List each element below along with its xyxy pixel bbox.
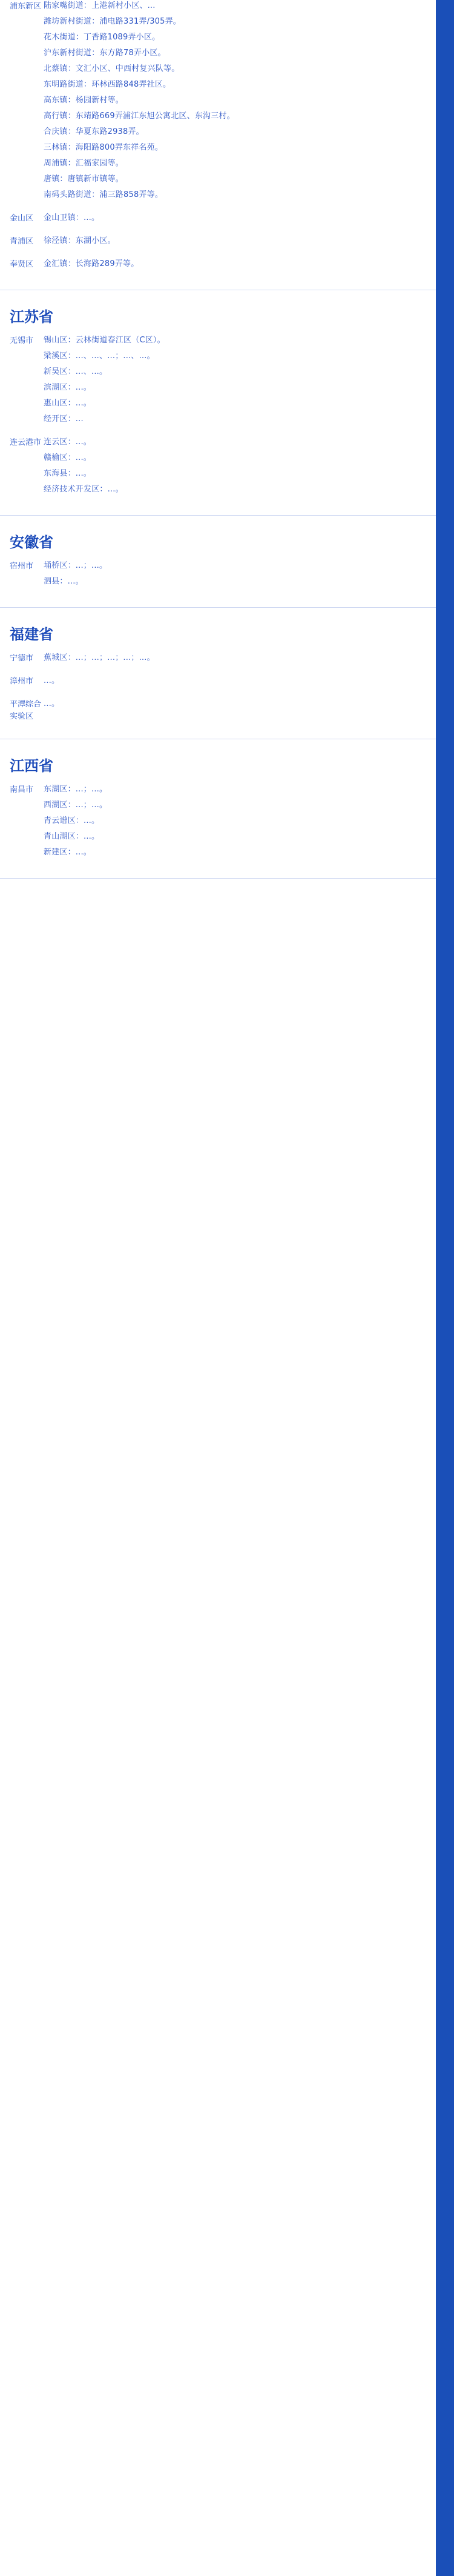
district-item: 惠山区：...。 xyxy=(44,399,91,408)
district-list xyxy=(44,258,424,274)
district-item: 锡山区：云林街道春江区（C区）。 xyxy=(44,336,165,345)
section-jiangsu xyxy=(0,290,436,516)
district-item: 青云谱区：...。 xyxy=(44,816,100,825)
district-item: 青山湖区：...。 xyxy=(44,832,100,841)
district-item: 东海县：...。 xyxy=(44,469,91,478)
district-item: 南码头路街道：浦三路858弄等。 xyxy=(44,190,163,199)
province-heading: 安徽省 xyxy=(10,534,53,551)
city-block xyxy=(10,258,424,274)
district-item: ...。 xyxy=(44,699,60,708)
district-item: 经济技术开发区：...。 xyxy=(44,485,123,494)
district-list xyxy=(44,652,424,668)
district-item: 西湖区：...；...。 xyxy=(44,800,108,810)
district-list xyxy=(44,0,424,205)
district-item: 东湖区：...；...。 xyxy=(44,785,108,794)
district-item: 徐泾镇：东湖小区。 xyxy=(44,236,116,245)
district-list xyxy=(44,436,424,499)
city-block xyxy=(10,212,424,228)
city-name: 南昌市 xyxy=(10,785,34,794)
district-item: 合庆镇：华夏东路2938弄。 xyxy=(44,127,144,136)
city-name: 青浦区 xyxy=(10,237,34,246)
section-jiangxi xyxy=(0,739,436,879)
city-block xyxy=(10,698,424,723)
province-heading: 江西省 xyxy=(10,757,53,774)
city-block xyxy=(10,436,424,499)
city-name: 连云港市 xyxy=(10,438,42,447)
district-item: 沪东新村街道：东方路78弄小区。 xyxy=(44,48,166,58)
section-fujian xyxy=(0,608,436,739)
district-item: 东明路街道：环林西路848弄社区。 xyxy=(44,80,171,89)
city-name: 奉贤区 xyxy=(10,260,34,269)
district-item: 三林镇：海阳路800弄东祥名苑。 xyxy=(44,143,163,152)
district-list xyxy=(44,560,424,591)
district-item: 新建区：...。 xyxy=(44,848,91,857)
district-item: 赣榆区：...。 xyxy=(44,453,91,462)
district-item: 陆家嘴街道：上港新村小区、... xyxy=(44,1,156,10)
section-0 xyxy=(0,0,436,290)
section-anhui xyxy=(0,516,436,608)
district-list xyxy=(44,784,424,862)
district-item: 花木街道：丁香路1089弄小区。 xyxy=(44,33,160,42)
district-item: 梁溪区：...、...、...；...、...。 xyxy=(44,351,155,361)
city-name: 金山区 xyxy=(10,214,34,223)
district-item: 唐镇：唐镇新市镇等。 xyxy=(44,175,124,184)
district-item: 北蔡镇：文汇小区、中西村复兴队等。 xyxy=(44,64,180,73)
city-block xyxy=(10,652,424,668)
district-item: 滨湖区：...。 xyxy=(44,383,91,392)
city-block xyxy=(10,784,424,862)
district-item: 经开区：... xyxy=(44,414,84,424)
district-list xyxy=(44,334,424,429)
province-heading: 江苏省 xyxy=(10,308,53,325)
district-list xyxy=(44,235,424,251)
district-list xyxy=(44,698,424,714)
city-name: 无锡市 xyxy=(10,336,34,345)
district-item: 潍坊新村街道：浦电路331弄/305弄。 xyxy=(44,17,182,26)
city-block xyxy=(10,675,424,691)
city-name: 平潭综合实验区 xyxy=(10,700,42,721)
district-item: 高行镇：东靖路669弄浦江东旭公寓北区、东沟三村。 xyxy=(44,111,235,121)
district-list xyxy=(44,212,424,228)
district-item: 埇桥区：...；...。 xyxy=(44,561,108,570)
city-name: 浦东新区 xyxy=(10,2,42,11)
city-block xyxy=(10,235,424,251)
district-item: 蕉城区：...；...；...；...；...。 xyxy=(44,653,155,662)
district-item: ...。 xyxy=(44,676,60,685)
district-item: 连云区：...。 xyxy=(44,438,91,447)
district-item: 金汇镇：长海路289弄等。 xyxy=(44,259,139,268)
city-name: 宁德市 xyxy=(10,654,34,663)
district-item: 周浦镇：汇福家园等。 xyxy=(44,159,124,168)
city-block xyxy=(10,0,424,205)
city-block xyxy=(10,334,424,429)
district-list xyxy=(44,675,424,691)
right-accent-strip xyxy=(436,0,454,2576)
province-heading: 福建省 xyxy=(10,626,53,643)
city-block xyxy=(10,560,424,591)
city-name: 宿州市 xyxy=(10,562,34,571)
district-item: 高东镇：杨园新村等。 xyxy=(44,96,124,105)
district-item: 金山卫镇：...。 xyxy=(44,213,100,222)
district-item: 新吴区：...、...。 xyxy=(44,367,108,376)
city-name: 漳州市 xyxy=(10,677,34,686)
district-item: 泗县：...。 xyxy=(44,577,84,586)
